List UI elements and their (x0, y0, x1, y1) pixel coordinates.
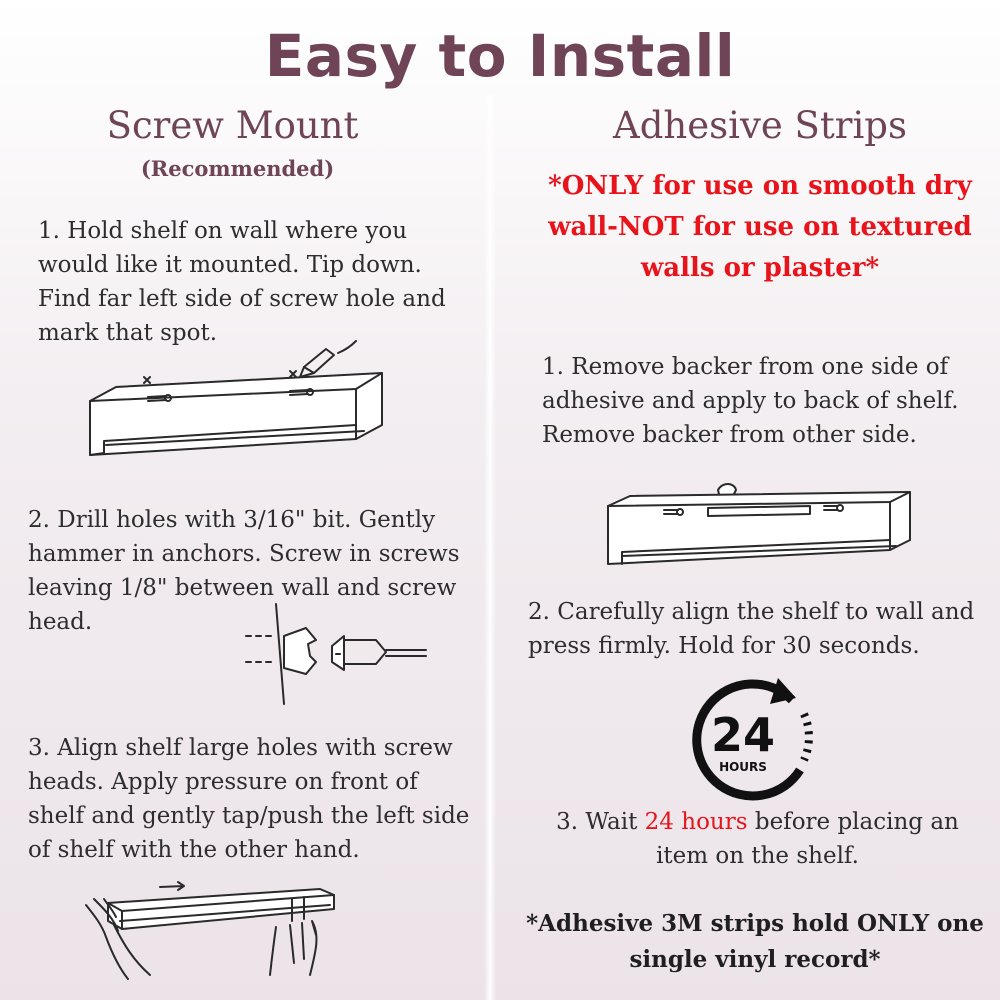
adhesive-step-1: 1. Remove backer from one side of adhesive and apply to back of shelf. Remove backer from other side. (542, 354, 959, 448)
column-divider (484, 95, 496, 1000)
adhesive-step-3 (535, 805, 980, 873)
timer-label: HOURS (719, 760, 767, 774)
step3-prefix: 3. Wait (556, 809, 645, 835)
hands-push-illustration (80, 875, 350, 985)
pencil-icon (300, 341, 356, 377)
screw-mount-heading: Screw Mount (106, 104, 359, 147)
adhesive-warning: *ONLY for use on smooth dry wall-NOT for use on textured walls or plaster* (548, 171, 972, 283)
shelf-backer-illustration (604, 484, 918, 574)
anchor-screw-illustration (240, 600, 440, 710)
adhesive-footer-note: *Adhesive 3M strips hold ONLY one single vinyl record* (526, 910, 984, 973)
shelf-mark-illustration (86, 345, 396, 470)
screw-step-2: 2. Drill holes with 3/16" bit. Gently hammer in anchors. Screw in screws leaving 1/8" between wall and screw head. (28, 507, 460, 635)
recommended-note: (Recommended) (140, 156, 335, 181)
screw-step-1: 1. Hold shelf on wall where you would like it mounted. Tip down. Find far left side of screw hole and mark that spot. (38, 218, 446, 346)
timer-number: 24 (710, 708, 775, 762)
page-title: Easy to Install (264, 22, 736, 90)
screw-step-3: 3. Align shelf large holes with screw heads. Apply pressure on front of shelf and gently tap/push the left side of shelf with the other hand. (28, 735, 470, 863)
adhesive-step-2: 2. Carefully align the shelf to wall and press firmly. Hold for 30 seconds. (528, 599, 975, 659)
adhesive-strips-heading: Adhesive Strips (613, 104, 907, 147)
step3-suffix: before placing an item on the shelf. (656, 809, 959, 869)
step3-highlight: 24 hours (644, 809, 748, 835)
